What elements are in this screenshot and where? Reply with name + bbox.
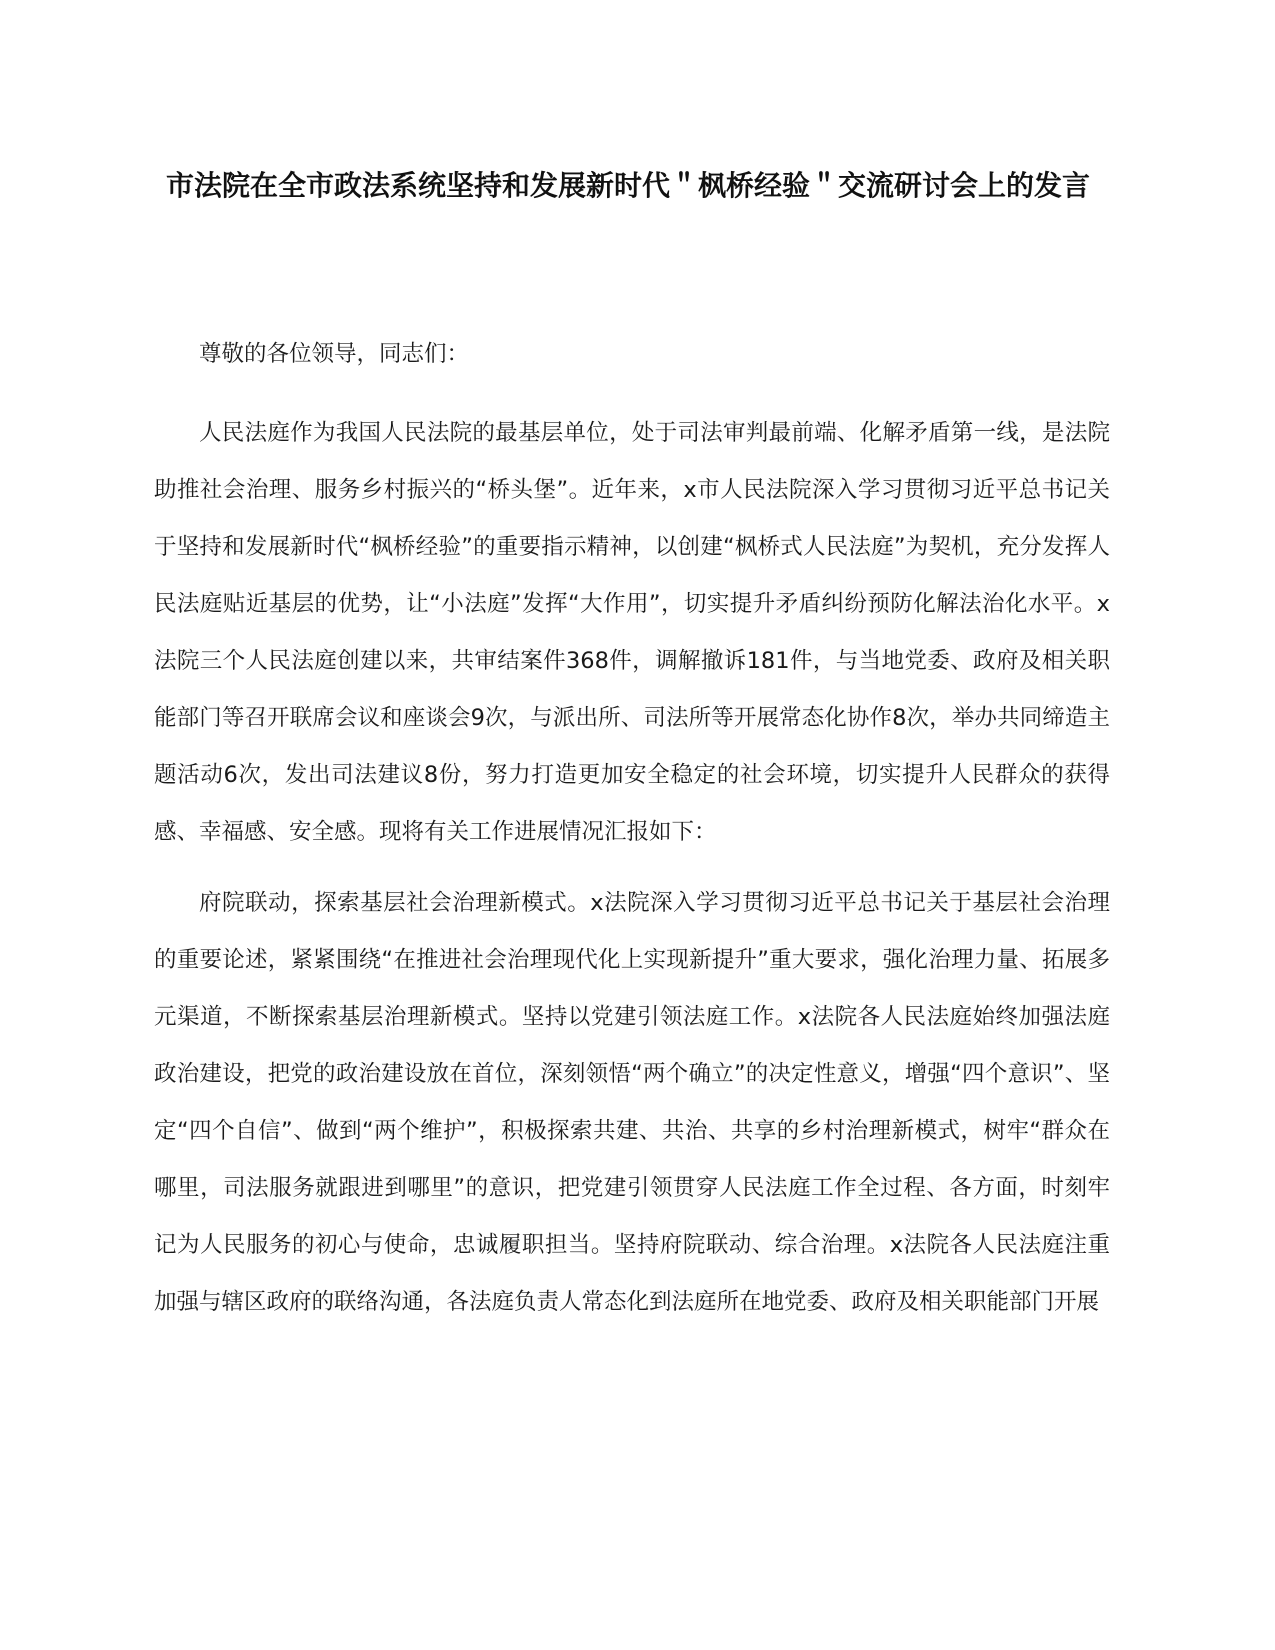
paragraph-intro: 人民法庭作为我国人民法院的最基层单位，处于司法审判最前端、化解矛盾第一线，是法院助推社会治理、服务乡村振兴的“桥头堡”。近年来，x市人民法院深入学习贯彻习近平总书记关于坚持和发展新时代“枫桥经验”的重要指示精神，以创建“枫桥式人民法庭”为契机，充分发挥人民法庭贴近基层的优势，让“小法庭”发挥“大作用”，切实提升矛盾纠纷预防化解法治化水平。x法院三个人民法庭创建以来，共审结案件368件，调解撤诉181件，与当地党委、政府及相关职能部门等召开联席会议和座谈会9次，与派出所、司法所等开展常态化协作8次，举办共同缔造主题活动6次，发出司法建议8份，努力打造更加安全稳定的社会环境，切实提升人民群众的获得感、幸福感、安全感。现将有关工作进展情况汇报如下： [154,420,1110,845]
paragraph-governance: 府院联动，探索基层社会治理新模式。x法院深入学习贯彻习近平总书记关于基层社会治理的重要论述，紧紧围绕“在推进社会治理现代化上实现新提升”重大要求，强化治理力量、拓展多元渠道，不断探索基层治理新模式。坚持以党建引领法庭工作。x法院各人民法庭始终加强法庭政治建设，把党的政治建设放在首位，深刻领悟“两个确立”的决定性意义，增强“四个意识”、坚定“四个自信”、做到“两个维护”，积极探索共建、共治、共享的乡村治理新模式，树牢“群众在哪里，司法服务就跟进到哪里”的意识，把党建引领贯穿人民法庭工作全过程、各方面，时刻牢记为人民服务的初心与使命，忠诚履职担当。坚持府院联动、综合治理。x法院各人民法庭注重加强与辖区政府的联络沟通，各法庭负责人常态化到法庭所在地党委、政府及相关职能部门开展 [154,890,1110,1315]
document-title: 市法院在全市政法系统坚持和发展新时代＂枫桥经验＂交流研讨会上的发言 [165,169,1090,202]
document-body [154,326,1110,1345]
salutation: 尊敬的各位领导，同志们： [199,341,470,367]
